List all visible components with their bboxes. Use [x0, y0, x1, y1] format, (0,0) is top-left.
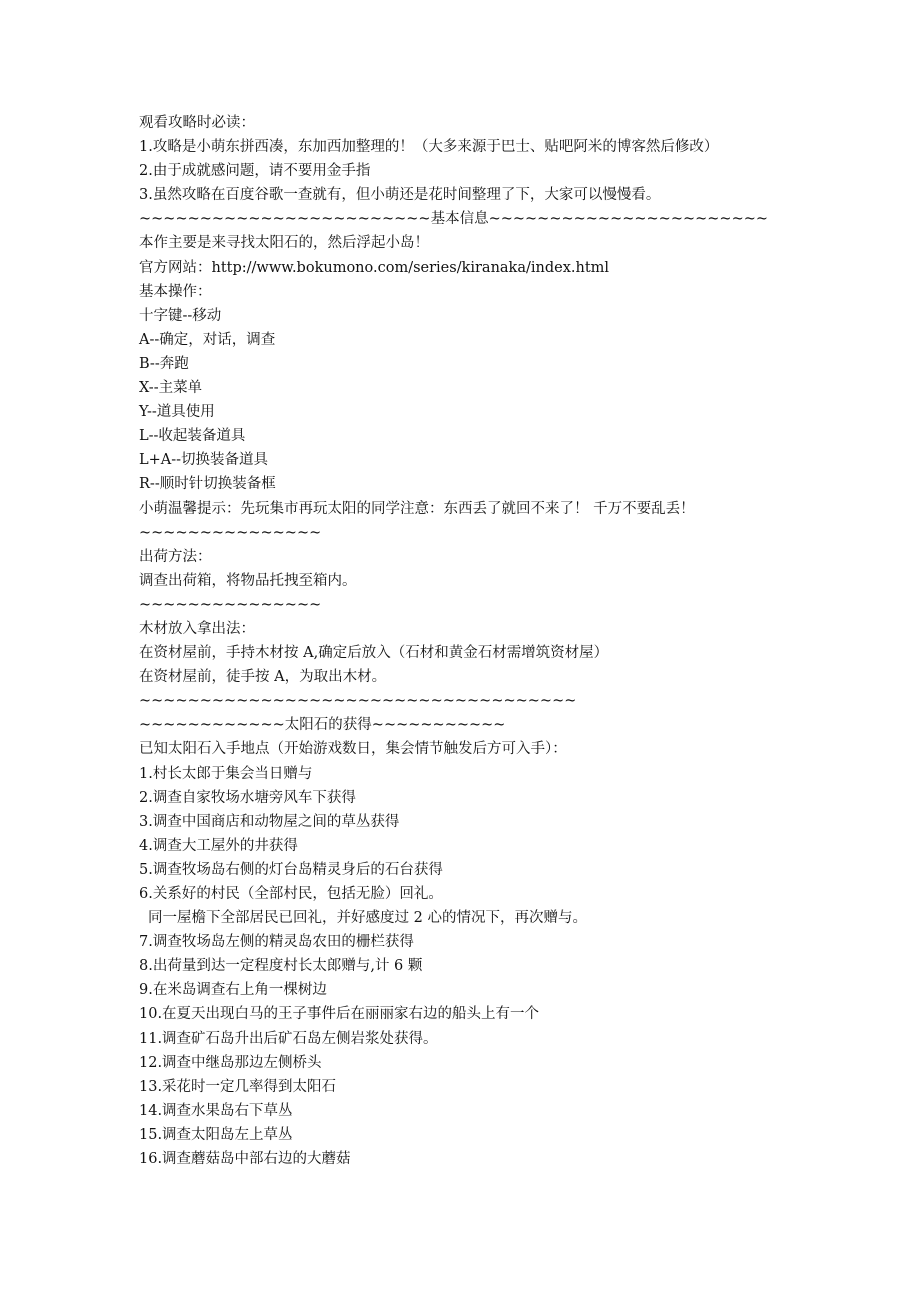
lumber-text: 在资材屋前，手持木材按 A,确定后放入（石材和黄金石材需增筑资材屋）: [139, 645, 609, 662]
control-item: B--奔跑: [139, 355, 189, 372]
sun-stone-item: 16.调查蘑菇岛中部右边的大蘑菇: [139, 1151, 351, 1168]
sun-stone-intro: 已知太阳石入手地点（开始游戏数日，集会情节触发后方可入手）：: [139, 741, 567, 758]
control-item: R--顺时针切换装备框: [139, 476, 276, 493]
sun-stone-item: 12.调查中继岛那边左侧桥头: [139, 1054, 322, 1071]
control-item: L+A--切换装备道具: [139, 452, 269, 469]
divider: ~~~~~~~~~~~~~~~: [139, 596, 322, 613]
section-divider-sun-stone: ~~~~~~~~~~~~太阳石的获得~~~~~~~~~~~: [139, 717, 506, 734]
sun-stone-item: 15.调查太阳岛左上草丛: [139, 1126, 293, 1143]
sun-stone-item: 8.出荷量到达一定程度村长太郎赠与,计 6 颗: [139, 958, 423, 975]
sun-stone-item: 1.村长太郎于集会当日赠与: [139, 765, 313, 782]
notice-item: 1.攻略是小萌东拼西凑，东加西加整理的！（大多来源于巴士、贴吧阿米的博客然后修改）: [139, 139, 719, 156]
tip-text: 小萌温馨提示：先玩集市再玩太阳的同学注意：东西丢了就回不来了！ 千万不要乱丢！: [139, 500, 695, 517]
lumber-heading: 木材放入拿出法：: [139, 620, 255, 637]
sun-stone-item: 9.在米岛调查右上角一棵树边: [139, 982, 327, 999]
notice-item: 2.由于成就感问题，请不要用金手指: [139, 163, 371, 180]
shipping-text: 调查出荷箱，将物品托拽至箱内。: [139, 572, 357, 589]
notice-item: 3.虽然攻略在百度谷歌一查就有，但小萌还是花时间整理了下，大家可以慢慢看。: [139, 187, 661, 204]
controls-heading: 基本操作：: [139, 283, 212, 300]
sun-stone-item: 13.采花时一定几率得到太阳石: [139, 1078, 337, 1095]
sun-stone-item: 10.在夏天出现白马的王子事件后在丽丽家右边的船头上有一个: [139, 1006, 540, 1023]
control-item: L--收起装备道具: [139, 428, 246, 445]
sun-stone-item-detail: 同一屋檐下全部居民已回礼，并好感度过 2 心的情况下，再次赠与。: [148, 910, 587, 927]
divider: ~~~~~~~~~~~~~~~: [139, 524, 322, 541]
lumber-text: 在资材屋前，徒手按 A，为取出木材。: [139, 669, 387, 686]
sun-stone-item: 2.调查自家牧场水塘旁风车下获得: [139, 789, 356, 806]
control-item: 十字键--移动: [139, 307, 222, 324]
shipping-heading: 出荷方法：: [139, 548, 212, 565]
control-item: X--主菜单: [139, 380, 203, 397]
sun-stone-item: 4.调查大工屋外的井获得: [139, 837, 298, 854]
divider: ~~~~~~~~~~~~~~~~~~~~~~~~~~~~~~~~~~~~: [139, 693, 577, 710]
sun-stone-item: 11.调查矿石岛升出后矿石岛左侧岩浆处获得。: [139, 1030, 438, 1047]
game-goal-text: 本作主要是来寻找太阳石的，然后浮起小岛！: [139, 235, 429, 252]
sun-stone-item: 6.关系好的村民（全部村民，包括无脸）回礼。: [139, 886, 443, 902]
sun-stone-item: 5.调查牧场岛右侧的灯台岛精灵身后的石台获得: [139, 861, 443, 878]
sun-stone-item: 3.调查中国商店和动物屋之间的草丛获得: [139, 813, 400, 830]
document-body: [139, 111, 839, 1171]
official-website-text: 官方网站：http://www.bokumono.com/series/kiranaka/index.html: [139, 259, 610, 276]
control-item: Y--道具使用: [139, 404, 215, 421]
section-divider-basic-info: ~~~~~~~~~~~~~~~~~~~~~~~~基本信息~~~~~~~~~~~~~~~~~~~~~~~: [139, 211, 769, 228]
sun-stone-item: 14.调查水果岛右下草丛: [139, 1102, 293, 1119]
sun-stone-item: 7.调查牧场岛左侧的精灵岛农田的栅栏获得: [139, 934, 414, 951]
control-item: A--确定，对话，调查: [139, 331, 276, 348]
reading-notice-heading: 观看攻略时必读：: [139, 115, 255, 131]
